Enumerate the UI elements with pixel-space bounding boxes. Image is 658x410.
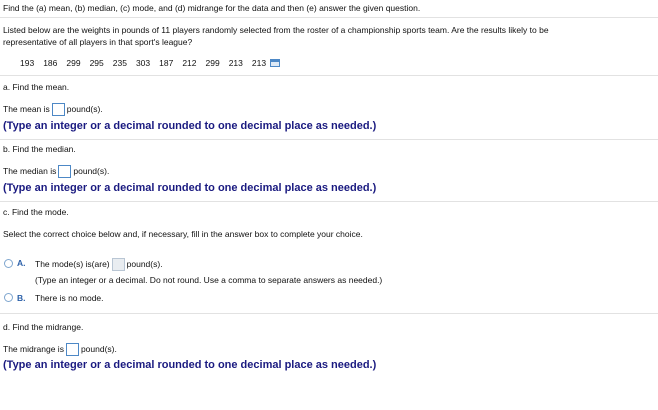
weight-value: 299	[205, 58, 220, 68]
weight-value: 186	[43, 58, 58, 68]
midrange-answer-box[interactable]	[66, 343, 79, 356]
part-b-header: b. Find the median.	[3, 144, 76, 154]
divider	[0, 139, 658, 140]
weights-data	[20, 58, 289, 69]
divider	[0, 313, 658, 314]
median-suffix: pound(s).	[73, 165, 110, 176]
weight-value: 212	[182, 58, 197, 68]
weight-value: 213	[251, 58, 267, 68]
question-description-line2: representative of all players in that sport's league?	[3, 37, 193, 47]
option-b-radio[interactable]	[4, 293, 13, 302]
mean-suffix: pound(s).	[66, 103, 103, 114]
median-answer-box[interactable]	[58, 165, 71, 178]
mode-suffix: pound(s).	[126, 258, 163, 269]
option-a-answer-row	[35, 258, 163, 271]
part-c-header: c. Find the mode.	[3, 207, 69, 217]
part-c-instruction: Select the correct choice below and, if necessary, fill in the answer box to complete your choice.	[3, 229, 363, 239]
mean-prefix: The mean is	[3, 103, 50, 114]
question-instruction: Find the (a) mean, (b) median, (c) mode, and (d) midrange for the data and then (e) answer the given question.	[3, 3, 421, 13]
weight-value: 193	[20, 58, 35, 68]
weight-value: 299	[66, 58, 81, 68]
midrange-prefix: The midrange is	[3, 343, 64, 354]
divider	[0, 201, 658, 202]
copy-data-icon[interactable]	[270, 59, 280, 69]
question-description-line1: Listed below are the weights in pounds of 11 players randomly selected from the roster of a championship sports team. Are the results likely to be	[3, 25, 549, 35]
mode-answer-box[interactable]	[112, 258, 125, 271]
option-a-note: (Type an integer or a decimal. Do not round. Use a comma to separate answers as needed.)	[35, 275, 383, 285]
weight-value: 187	[159, 58, 174, 68]
part-a-header: a. Find the mean.	[3, 82, 70, 92]
weight-value: 213	[228, 58, 243, 68]
divider	[0, 17, 658, 18]
part-a-answer-row	[3, 103, 103, 116]
midrange-suffix: pound(s).	[80, 343, 117, 354]
weight-value: 235	[112, 58, 127, 68]
option-a-label: A.	[17, 258, 26, 268]
option-b-label: B.	[17, 293, 26, 303]
median-prefix: The median is	[3, 165, 57, 176]
weight-value: 295	[89, 58, 104, 68]
mean-answer-box[interactable]	[52, 103, 65, 116]
divider	[0, 75, 658, 76]
option-b-text: There is no mode.	[35, 293, 104, 303]
part-d-hint: (Type an integer or a decimal rounded to one decimal place as needed.)	[3, 359, 377, 371]
mode-prefix: The mode(s) is(are)	[35, 258, 110, 269]
part-d-header: d. Find the midrange.	[3, 322, 84, 332]
option-a-radio[interactable]	[4, 259, 13, 268]
part-b-hint: (Type an integer or a decimal rounded to one decimal place as needed.)	[3, 182, 377, 194]
part-d-answer-row	[3, 343, 117, 356]
part-b-answer-row	[3, 165, 109, 178]
part-a-hint: (Type an integer or a decimal rounded to one decimal place as needed.)	[3, 120, 377, 132]
weight-value: 303	[135, 58, 151, 68]
